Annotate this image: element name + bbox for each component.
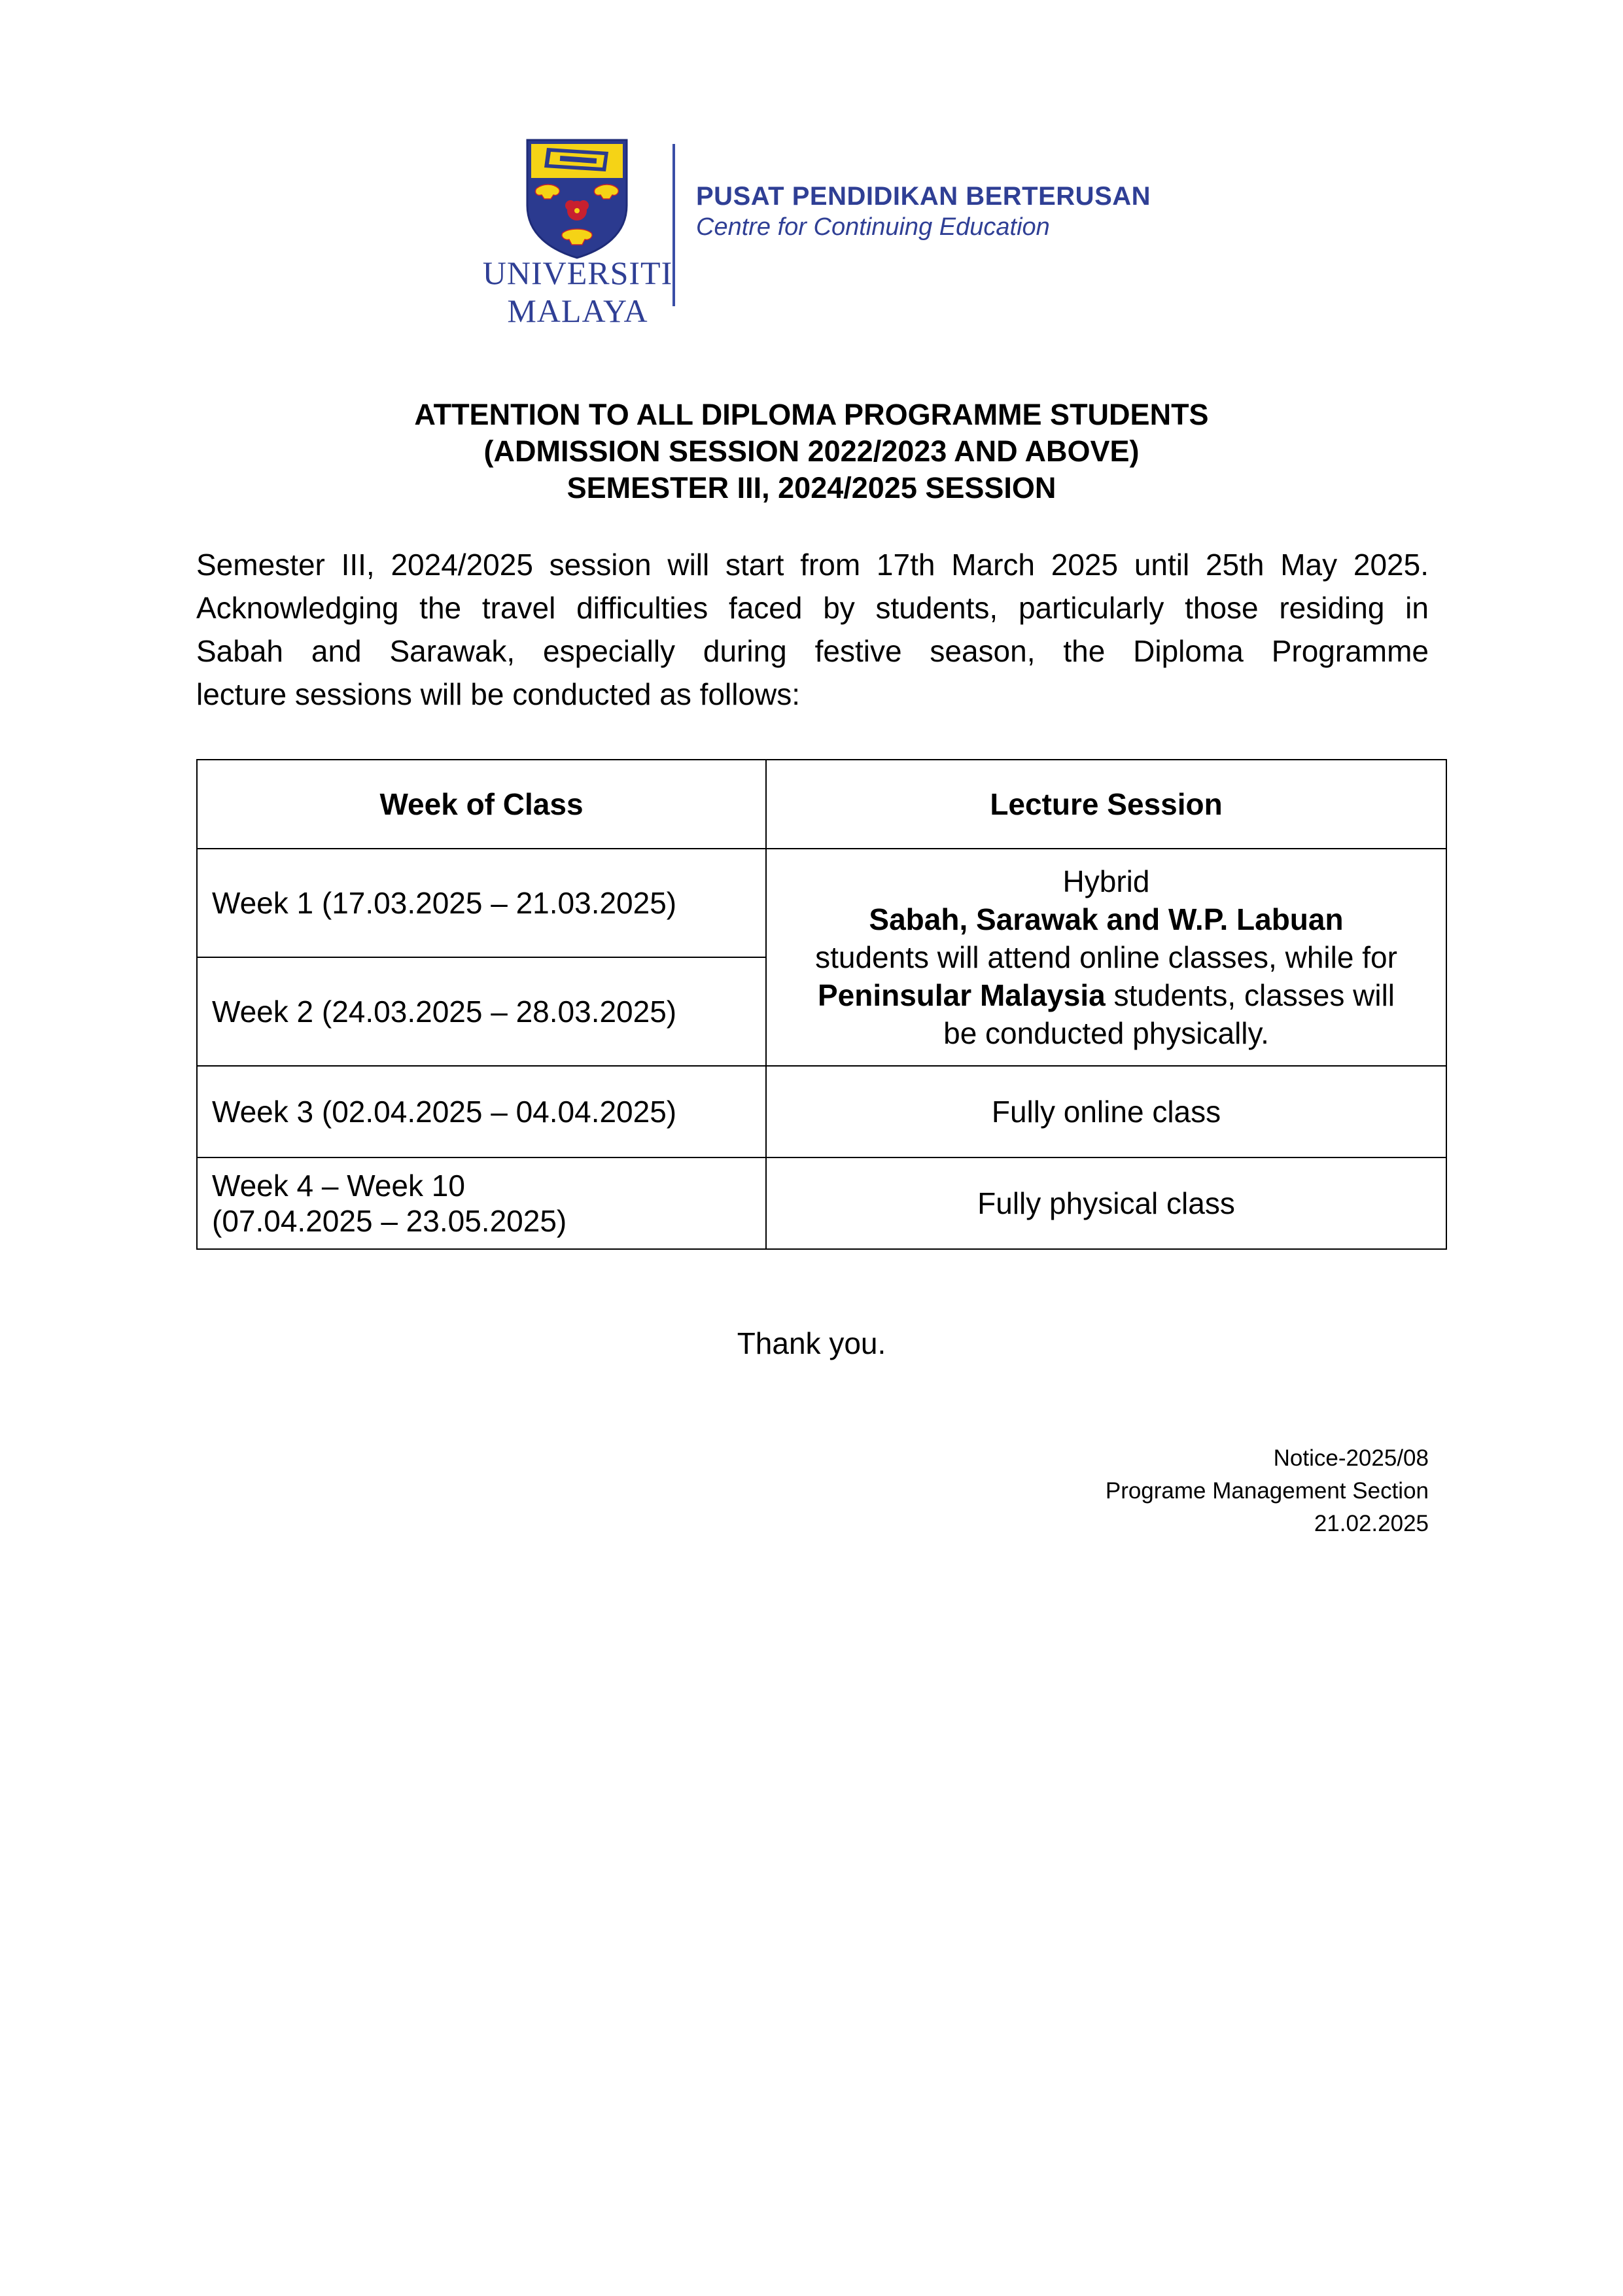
intro-line: Semester III, 2024/2025 session will start from 17th March 2025 until 25th May 2025. — [196, 548, 1429, 582]
hybrid-peninsular-bold: Peninsular Malaysia — [817, 978, 1106, 1012]
letterhead-divider — [672, 144, 675, 306]
university-name-line1: UNIVERSITI — [482, 255, 673, 291]
university-crest-logo — [525, 137, 629, 259]
table-row — [197, 1066, 1446, 1157]
title-line-3: SEMESTER III, 2024/2025 SESSION — [567, 471, 1056, 504]
notice-title — [196, 397, 1427, 506]
hybrid-text-1: students will attend online classes, while for — [815, 940, 1397, 974]
title-line-1: ATTENTION TO ALL DIPLOMA PROGRAMME STUDENTS — [414, 398, 1209, 431]
university-name — [476, 254, 679, 330]
notice-footer — [1106, 1442, 1429, 1540]
session-cell: Fully physical class — [766, 1157, 1446, 1249]
intro-paragraph — [196, 543, 1429, 716]
schedule-table — [196, 759, 1447, 1250]
notice-number: Notice-2025/08 — [1273, 1445, 1429, 1471]
header-lecture-session: Lecture Session — [766, 760, 1446, 849]
intro-line: lecture sessions will be conducted as follows: — [196, 677, 801, 711]
week-cell: Week 1 (17.03.2025 – 21.03.2025) — [197, 849, 766, 957]
university-name-line2: MALAYA — [507, 292, 648, 329]
header-week-of-class: Week of Class — [197, 760, 766, 849]
week-cell: Week 2 (24.03.2025 – 28.03.2025) — [197, 957, 766, 1066]
hybrid-regions-bold: Sabah, Sarawak and W.P. Labuan — [869, 902, 1344, 936]
week-dates-line: (07.04.2025 – 23.05.2025) — [212, 1204, 567, 1238]
notice-date: 21.02.2025 — [1314, 1511, 1429, 1536]
hybrid-text-3: be conducted physically. — [943, 1016, 1269, 1050]
table-row — [197, 1157, 1446, 1249]
week-cell — [197, 1157, 766, 1249]
closing-text: Thank you. — [737, 1326, 886, 1360]
session-cell: Fully online class — [766, 1066, 1446, 1157]
week-range-line: Week 4 – Week 10 — [212, 1169, 465, 1203]
table-header-row — [197, 760, 1446, 849]
issuing-section: Programe Management Section — [1105, 1478, 1429, 1504]
hybrid-label: Hybrid — [1062, 864, 1150, 898]
hybrid-text-2: students, classes will — [1105, 978, 1395, 1012]
week-cell: Week 3 (02.04.2025 – 04.04.2025) — [197, 1066, 766, 1157]
title-line-2: (ADMISSION SESSION 2022/2023 AND ABOVE) — [483, 434, 1140, 468]
intro-line: Sabah and Sarawak, especially during festive season, the Diploma Programme — [196, 634, 1429, 668]
table-row — [197, 849, 1446, 957]
hybrid-session-cell — [766, 849, 1446, 1066]
centre-name-english: Centre for Continuing Education — [696, 213, 1050, 241]
intro-line: Acknowledging the travel difficulties faced by students, particularly those residing in — [196, 591, 1429, 625]
centre-name-malay: PUSAT PENDIDIKAN BERTERUSAN — [696, 182, 1151, 211]
